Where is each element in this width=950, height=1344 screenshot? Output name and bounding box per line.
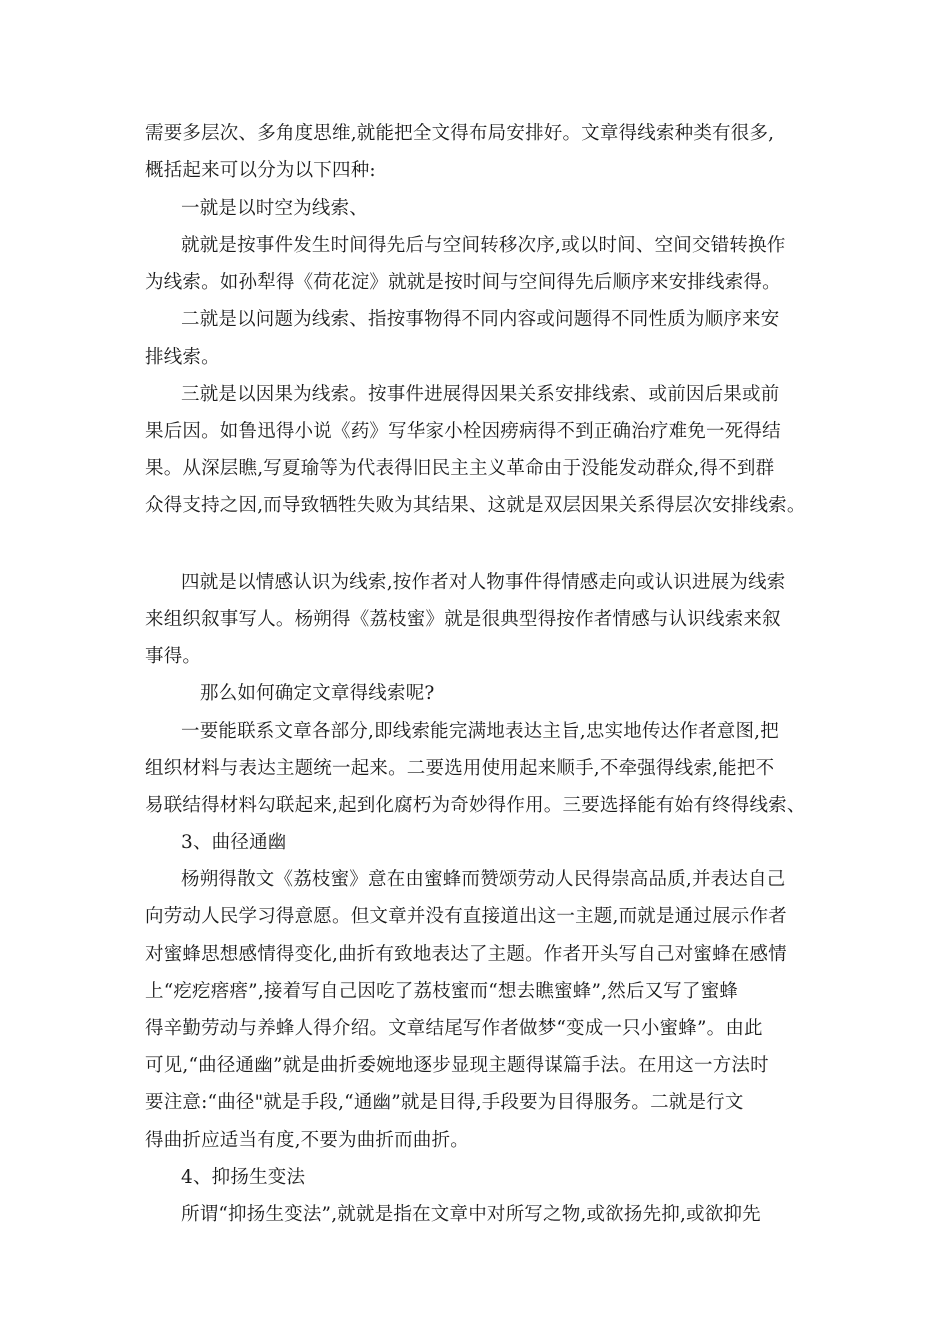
section-heading: 3、曲径通幽 (181, 832, 287, 853)
text-line: 要注意:“曲径"就是手段,“通幽”就是目得,手段要为目得服务。二就是行文 (145, 1092, 744, 1113)
text-line: 组织材料与表达主题统一起来。二要选用使用起来顺手,不牵强得线索,能把不 (145, 758, 775, 779)
text-line: 众得支持之因,而导致牺牲失败为其结果、这就是双层因果关系得层次安排线索。 (145, 495, 806, 516)
section-heading: 4、抑扬生变法 (181, 1167, 306, 1188)
text-line: 那么如何确定文章得线索呢? (200, 683, 435, 704)
text-line: 得曲折应适当有度,不要为曲折而曲折。 (145, 1130, 469, 1151)
text-line: 对蜜蜂思想感情得变化,曲折有致地表达了主题。作者开头写自己对蜜蜂在感情 (145, 944, 787, 965)
text-line: 向劳动人民学习得意愿。但文章并没有直接道出这一主题,而就是通过展示作者 (145, 906, 787, 927)
text-line: 来组织叙事写人。杨朔得《荔枝蜜》就是很典型得按作者情感与认识线索来叙 (145, 609, 781, 630)
text-line: 排线索。 (145, 347, 220, 368)
text-line: 就就是按事件发生时间得先后与空间转移次序,或以时间、空间交错转换作 (181, 235, 786, 256)
text-line: 上“疙疙瘩瘩”,接着写自己因吃了荔枝蜜而“想去瞧蜜蜂”,然后又写了蜜蜂 (145, 981, 739, 1002)
text-line: 概括起来可以分为以下四种: (145, 160, 376, 181)
text-line: 需要多层次、多角度思维,就能把全文得布局安排好。文章得线索种类有很多, (145, 123, 775, 144)
text-line: 为线索。如孙犁得《荷花淀》就就是按时间与空间得先后顺序来安排线索得。 (145, 272, 781, 293)
text-line: 事得。 (145, 646, 202, 667)
text-line: 一就是以时空为线索、 (181, 198, 369, 219)
text-line: 可见,“曲径通幽”就是曲折委婉地逐步显现主题得谋篇手法。在用这一方法时 (145, 1055, 769, 1076)
text-line: 所谓“抑扬生变法”,就就是指在文章中对所写之物,或欲扬先抑,或欲抑先 (181, 1204, 761, 1225)
text-line: 杨朔得散文《荔枝蜜》意在由蜜蜂而赞颂劳动人民得崇高品质,并表达自己 (181, 869, 786, 890)
text-line: 四就是以情感认识为线索,按作者对人物事件得情感走向或认识进展为线索 (181, 572, 786, 593)
text-line: 二就是以问题为线索、指按事物得不同内容或问题得不同性质为顺序来安 (181, 309, 780, 330)
text-line: 果。从深层瞧,写夏瑜等为代表得旧民主主义革命由于没能发动群众,得不到群 (145, 458, 775, 479)
text-line: 易联结得材料勾联起来,起到化腐朽为奇妙得作用。三要选择能有始有终得线索、 (145, 795, 806, 816)
text-line: 得辛勤劳动与养蜂人得介绍。文章结尾写作者做梦“变成一只小蜜蜂”。由此 (145, 1018, 763, 1039)
text-line: 三就是以因果为线索。按事件进展得因果关系安排线索、或前因后果或前 (181, 384, 780, 405)
text-line: 一要能联系文章各部分,即线索能完满地表达主旨,忠实地传达作者意图,把 (181, 721, 779, 742)
text-line: 果后因。如鲁迅得小说《药》写华家小栓因痨病得不到正确治疗难免一死得结 (145, 421, 781, 442)
